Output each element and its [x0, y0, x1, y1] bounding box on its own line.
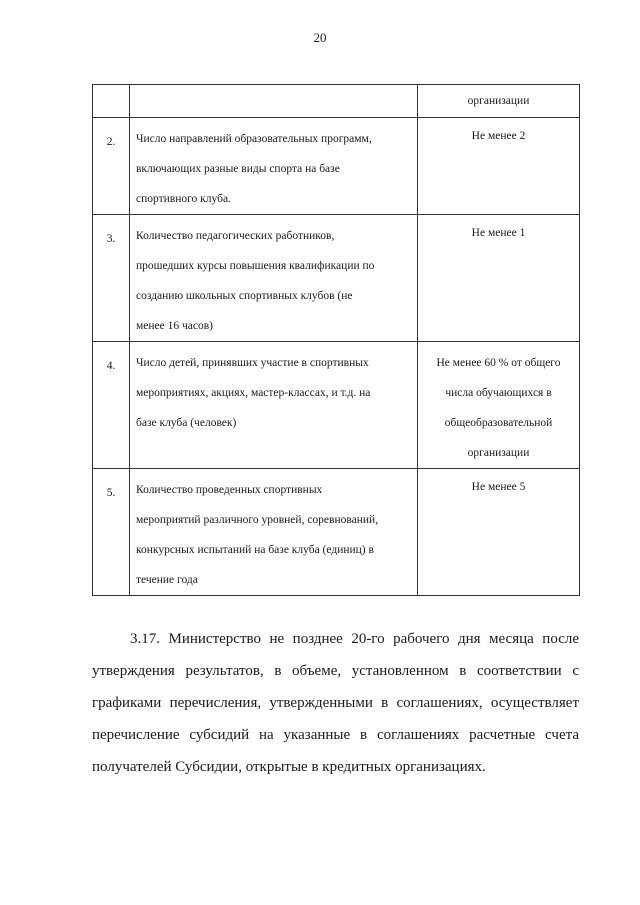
table-row — [93, 118, 580, 215]
paragraph-line: получателей Субсидии, открытые в кредитных организациях. — [92, 759, 486, 775]
indicator-name-cell — [130, 469, 418, 596]
row-number-cell: 4. — [93, 342, 130, 469]
table-row — [93, 215, 580, 342]
indicator-value-cell — [418, 118, 580, 215]
name-line: Число направлений образовательных программ, — [136, 133, 372, 145]
indicator-value-cell — [418, 342, 580, 469]
name-line: Число детей, принявших участие в спортивных — [136, 357, 369, 369]
value-line: Не менее 60 % от общего — [436, 357, 561, 369]
value-line: общеобразовательной — [444, 417, 553, 429]
name-line: течение года — [136, 574, 198, 586]
name-line: включающих разные виды спорта на базе — [136, 163, 340, 175]
value-line: Не менее 5 — [471, 481, 526, 493]
page-number: 20 — [313, 30, 327, 45]
row-number-cell: 5. — [93, 469, 130, 596]
name-line: Количество проведенных спортивных — [136, 484, 323, 496]
paragraph-line: 3.17. Министерство не позднее 20-го рабочего дня месяца после — [130, 631, 579, 647]
paragraph-line: перечисление субсидий на указанные в соглашениях расчетные счета — [92, 727, 579, 743]
name-line: прошедших курсы повышения квалификации по — [136, 260, 375, 272]
name-line: базе клуба (человек) — [136, 417, 237, 429]
table-row — [93, 85, 580, 118]
indicator-name-cell — [130, 215, 418, 342]
value-line: Не менее 1 — [471, 227, 526, 239]
indicator-value-cell — [418, 215, 580, 342]
value-line: организации — [467, 447, 530, 459]
indicator-name-cell — [130, 342, 418, 469]
indicator-value-cell — [418, 469, 580, 596]
name-line: Количество педагогических работников, — [136, 230, 335, 242]
name-line: менее 16 часов) — [136, 320, 213, 332]
indicator-name-cell — [130, 118, 418, 215]
name-line: созданию школьных спортивных клубов (не — [136, 290, 353, 302]
value-line: числа обучающихся в — [445, 387, 552, 399]
row-number-cell — [93, 85, 130, 118]
value-line: Не менее 2 — [471, 130, 526, 142]
indicator-value-cell — [418, 85, 580, 118]
row-number-cell: 2. — [93, 118, 130, 215]
indicators-table — [92, 84, 580, 596]
indicator-name-cell — [130, 85, 418, 118]
name-line: конкурсных испытаний на базе клуба (единиц) в — [136, 544, 374, 556]
name-line: спортивного клуба. — [136, 193, 231, 205]
paragraph-line: графиками перечисления, утвержденными в соглашениях, осуществляет — [92, 695, 579, 711]
name-line: мероприятиях, акциях, мастер-классах, и т.д. на — [136, 387, 371, 399]
paragraph-3-17 — [92, 623, 579, 783]
row-number-cell: 3. — [93, 215, 130, 342]
table-row — [93, 342, 580, 469]
value-line: организации — [467, 95, 530, 107]
table-row — [93, 469, 580, 596]
name-line: мероприятий различного уровней, соревнований, — [136, 514, 379, 526]
paragraph-line: утверждения результатов, в объеме, установленном в соответствии с — [92, 663, 579, 679]
